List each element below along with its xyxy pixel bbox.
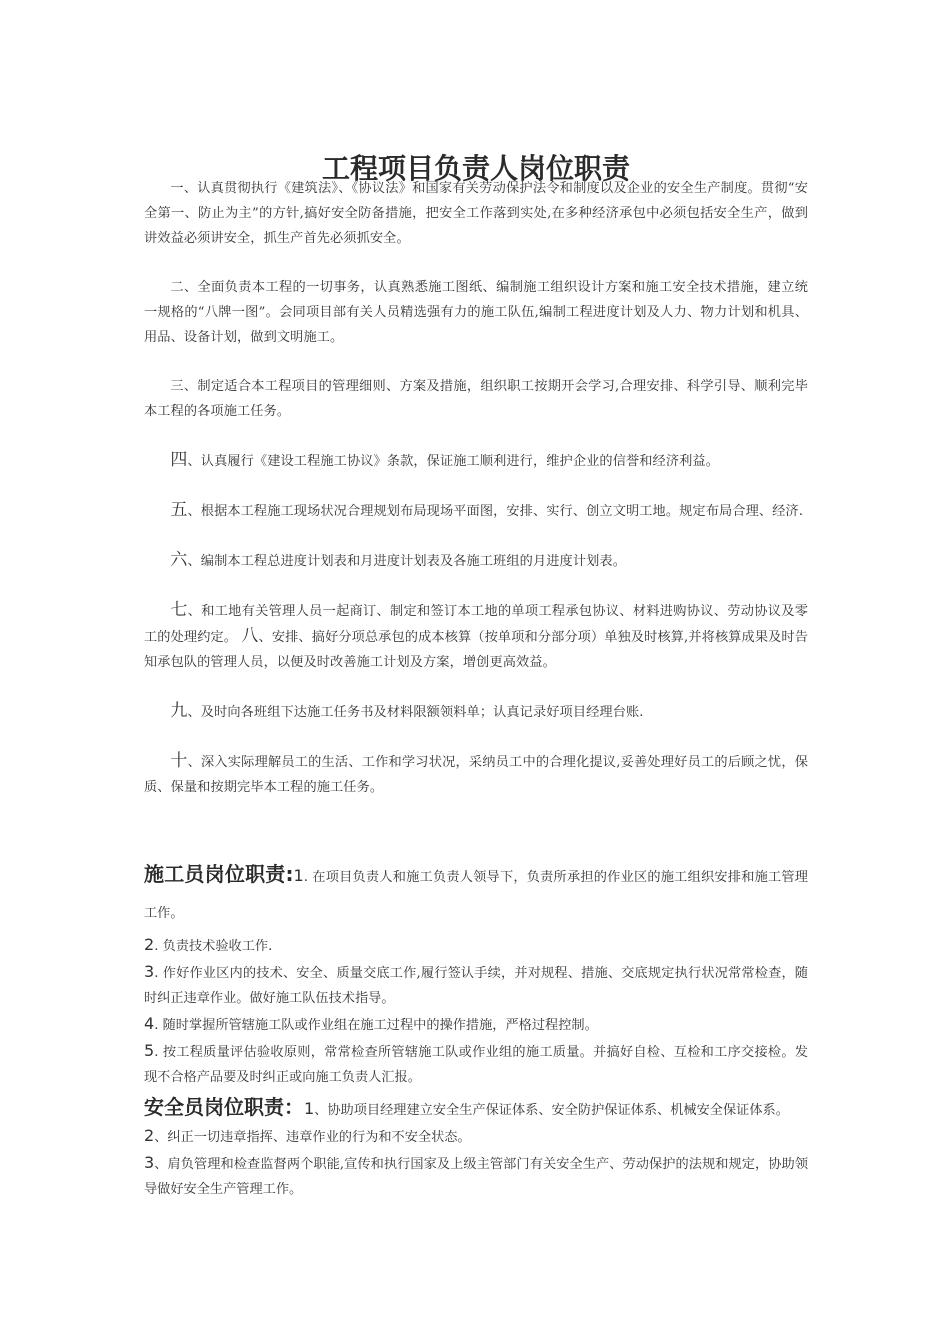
duty-number: 九 (170, 701, 188, 721)
manager-duties-list (144, 176, 808, 824)
duty-text: 、认真履行《建设工程施工协议》条款，保证施工顺利进行，维护企业的信誉和经济利益。 (187, 454, 719, 469)
list-item (144, 1150, 808, 1202)
item-number: 1 (293, 866, 304, 885)
duty-text: 、安排、搞好分项总承包的成本核算（按单项和分部分项）单独及时核算,并将核算成果及时告知承包队的管理人员，以便及时改善施工计划及方案，增创更高效益。 (144, 630, 809, 670)
list-item (144, 932, 808, 959)
item-text: . 在项目负责人和施工负责人领导下，负责所承担的作业区的施工组织安排和施工管理工作。 (144, 870, 808, 921)
duty-number: 七 (170, 600, 188, 620)
item-number: 3 (144, 962, 155, 981)
section-title: 安全员岗位职责： (144, 1095, 304, 1119)
duty-number: 四 (170, 450, 188, 470)
duty-text: 、全面负责本工程的一切事务，认真熟悉施工图纸、编制施工组织设计方案和施工安全技术措施，建立统一规格的“八牌一图”。会同项目部有关人员精选强有力的施工队伍,编制工程进度计划及人力、物力计划和机具、用品、设备计划，做到文明施工。 (144, 280, 808, 345)
item-text: 、纠正一切违章指挥、违章作业的行为和不安全状态。 (154, 1130, 471, 1145)
duty-paragraph-4 (144, 448, 808, 474)
duty-number: 二 (170, 280, 184, 295)
item-number: 2 (144, 1126, 155, 1145)
duty-paragraph-7 (144, 598, 808, 675)
duty-number: 一 (170, 181, 184, 196)
item-text: 、肩负管理和检查监督两个职能,宣传和执行国家及上级主管部门有关安全生产、劳动保护的法规和规定，协助领导做好安全生产管理工作。 (144, 1157, 808, 1197)
page-title: 工程项目负责人岗位职责 (321, 151, 630, 185)
duty-paragraph-9 (144, 699, 808, 725)
duty-text: 、编制本工程总进度计划表和月进度计划表及各施工班组的月进度计划表。 (187, 554, 626, 569)
duty-paragraph-1 (144, 176, 808, 251)
list-item (144, 1123, 808, 1150)
duty-number: 八 (241, 626, 259, 646)
duty-number: 三 (170, 379, 184, 394)
role-heading (144, 856, 808, 932)
item-number: 2 (144, 935, 155, 954)
duty-paragraph-2 (144, 275, 808, 350)
item-text: . 随时掌握所管辖施工队或作业组在施工过程中的操作措施，严格过程控制。 (154, 1018, 598, 1033)
item-number: 5 (144, 1041, 155, 1060)
item-text: . 按工程质量评估验收原则，常常检查所管辖施工队或作业组的施工质量。并搞好自检、互检和工序交接检。发现不合格产品要及时纠正或向施工负责人汇报。 (144, 1045, 808, 1085)
construction-worker-duties (144, 856, 808, 1090)
duty-paragraph-3 (144, 374, 808, 424)
section-title: 施工员岗位职责: (144, 862, 294, 886)
duty-text: 、认真贯彻执行《建筑法》、《协议法》和国家有关劳动保护法令和制度以及企业的安全生产制度。贯彻“安全第一、防止为主”的方针,搞好安全防备措施，把安全工作落到实处,在多种经济承包中必须包括安全生产，做到讲效益必须讲安全，抓生产首先必须抓安全。 (144, 181, 808, 246)
duty-paragraph-6 (144, 548, 808, 574)
list-item (144, 1011, 808, 1038)
duty-number: 十 (170, 751, 188, 771)
item-text: . 作好作业区内的技术、安全、质量交底工作,履行签认手续，并对规程、措施、交底规定执行状况常常检查，随时纠正违章作业。做好施工队伍技术指导。 (144, 966, 808, 1006)
list-item (144, 1038, 808, 1090)
duty-paragraph-5 (144, 498, 808, 524)
role-heading (144, 1095, 808, 1123)
duty-number: 六 (170, 550, 188, 570)
duty-paragraph-10 (144, 749, 808, 800)
duty-number: 五 (170, 500, 188, 520)
duty-text: 、深入实际理解员工的生活、工作和学习状况，采纳员工中的合理化提议,妥善处理好员工的后顾之忧，保质、保量和按期完毕本工程的施工任务。 (144, 755, 808, 795)
item-number: 3 (144, 1153, 155, 1172)
item-number: 4 (144, 1014, 155, 1033)
item-text: . 负责技术验收工作. (154, 939, 273, 954)
duty-text: 、和工地有关管理人员一起商订、制定和签订本工地的单项工程承包协议、材料进购协议、劳动协议及零工的处理约定。 (144, 604, 808, 645)
duty-text: 、制定适合本工程项目的管理细则、方案及措施，组织职工按期开会学习,合理安排、科学引导、顺利完毕本工程的各项施工任务。 (144, 379, 808, 419)
safety-officer-duties (144, 1095, 808, 1202)
list-item (144, 959, 808, 1011)
item-text: 、协助项目经理建立安全生产保证体系、安全防护保证体系、机械安全保证体系。 (314, 1103, 789, 1118)
duty-text: 、及时向各班组下达施工任务书及材料限额领料单；认真记录好项目经理台账. (187, 705, 644, 720)
item-number: 1 (304, 1099, 315, 1118)
duty-text: 、根据本工程施工现场状况合理规划布局现场平面图，安排、实行、创立文明工地。规定布局合理、经济. (187, 504, 804, 519)
